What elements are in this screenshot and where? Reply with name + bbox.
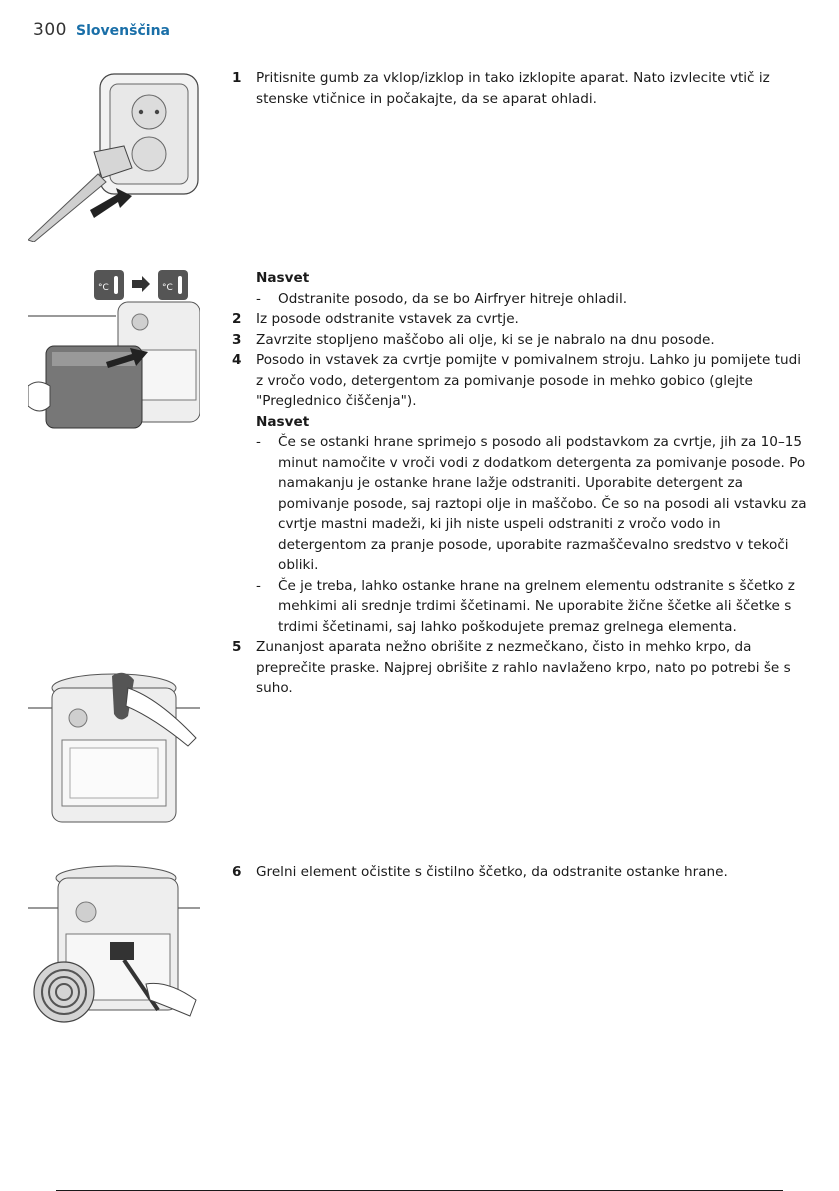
tip-title: Nasvet [256,413,310,430]
bullet-mark: - [256,577,261,594]
step-number: 6 [232,864,242,880]
language-label: Slovenščina [76,23,170,39]
step-text: Iz posode odstranite vstavek za cvrtje. [256,311,519,327]
bullet-text: Odstranite posodo, da se bo Airfryer hitreje ohladil. [278,290,628,307]
step-number: 4 [232,352,242,368]
tip-bullet [232,432,811,576]
tip-bullet [232,576,811,638]
step-number: 2 [232,311,242,327]
step-3 [232,330,811,351]
unplug-illustration [28,72,200,242]
wipe-exterior-illustration [28,668,200,828]
step-number: 5 [232,639,242,655]
bullet-mark: - [256,290,261,307]
bullet-text: Če se ostanki hrane sprimejo s posodo ali podstavkom za cvrtje, jih za 10–15 minut namočite v vroči vodi z dodatkom detergenta za pomivanje posode. Po namakanju je ostanke hrane lažje odstraniti. Uporabite detergent za pomivanje posode, saj raztopi olje in maščobo. Če so na posodi ali vstavku za cvrtje mastni madeži, ki jih niste uspeli odstraniti z vročo vodo in detergentom za pranje posode, uporabite razmaščevalno sredstvo v tekoči obliki. [278,434,807,573]
tip-title: Nasvet [256,270,310,286]
thermo-hot-label: °C [98,283,109,293]
step-text: Zavrzite stopljeno maščobo ali olje, ki se je nabralo na dnu posode. [256,331,715,348]
step-1-block [232,68,811,109]
main-instructions [232,268,811,699]
step-text: Zunanjost aparata nežno obrišite z nezmečkano, čisto in mehko krpo, da preprečite praske. Najprej obrišite z rahlo navlaženo krpo, nato po potrebi še s suho. [256,639,791,696]
tip-bullet [232,289,811,310]
step-text: Grelni element očistite s čistilno ščetko, da odstranite ostanke hrane. [256,864,728,880]
bullet-mark: - [256,434,261,450]
step-5 [232,637,811,699]
step-number: 3 [232,331,242,348]
page-number: 300 [33,20,67,40]
remove-basket-illustration [28,266,200,438]
step-text: Posodo in vstavek za cvrtje pomijte v pomivalnem stroju. Lahko ju pomijete tudi z vročo vodo, detergentom za pomivanje posode in mehko gobico (glejte "Preglednico čiščenja"). [256,352,802,409]
bullet-text: Če je treba, lahko ostanke hrane na grelnem elementu odstranite s ščetko z mehkimi ali srednje trdimi ščetinami. Ne uporabite žične ščetke ali ščetke s trdimi ščetinami, saj lahko poškodujete premaz grelnega elementa. [278,577,795,635]
step-text: Pritisnite gumb za vklop/izklop in tako izklopite aparat. Nato izvlecite vtič iz stenske vtičnice in počakajte, da se aparat ohladi. [256,70,770,107]
thermo-cold-label: °C [162,283,173,293]
step-4 [232,350,811,412]
step-2 [232,309,811,330]
step-number: 1 [232,70,242,86]
page-header [33,20,170,40]
brush-heating-element-illustration [28,860,200,1030]
step-6-block [232,862,811,883]
step-1 [232,68,811,109]
step-6 [232,862,811,883]
